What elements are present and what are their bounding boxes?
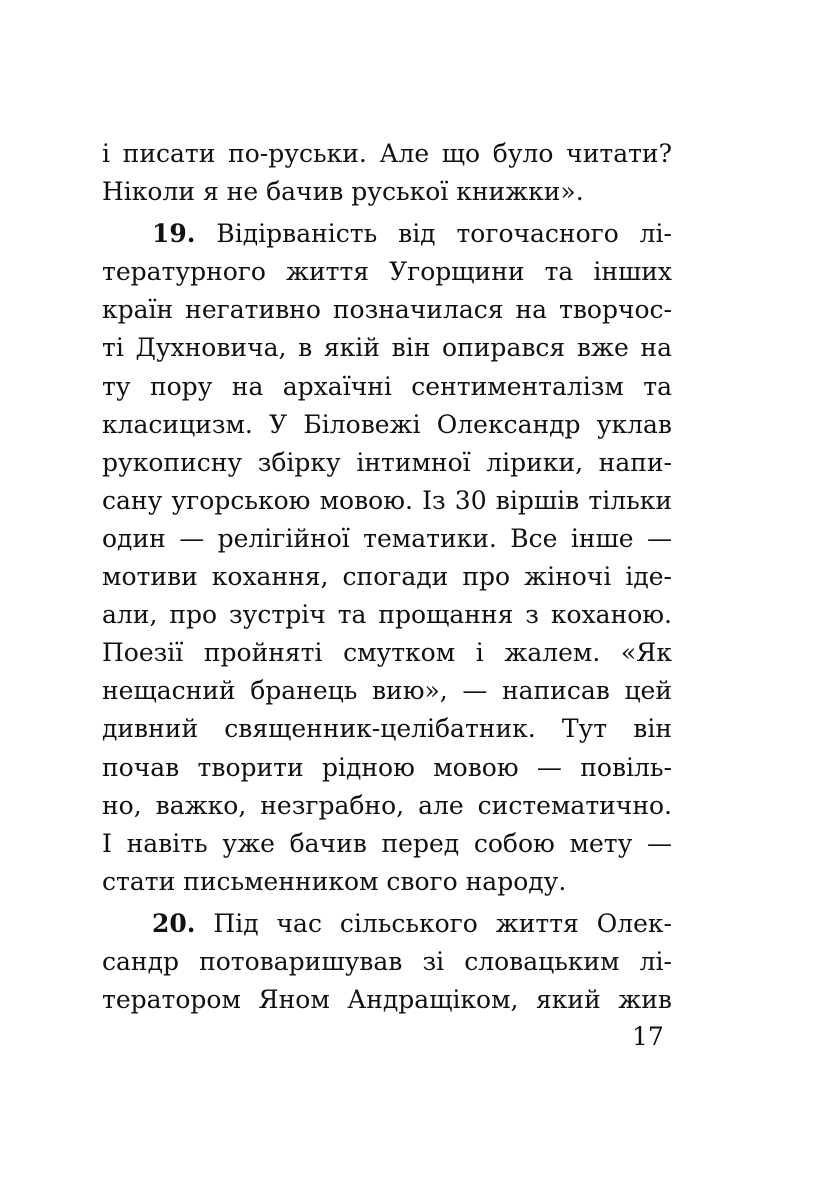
text-line: сану угорською мовою. Із 30 віршів тільки bbox=[102, 485, 672, 515]
text-line: Поезії пройняті смутком і жалем. «Як bbox=[102, 638, 672, 668]
text-line: но, важко, незграбно, але систематично. bbox=[102, 790, 672, 820]
text-line: мотиви кохання, спогади про жіночі іде- bbox=[102, 562, 672, 592]
paragraph-number: 19. bbox=[152, 219, 196, 249]
text-line: дивний священник-целібатник. Тут він bbox=[102, 714, 672, 744]
text-line: стати письменником свого народу. bbox=[102, 866, 567, 896]
text-line: країн негативно позначилася на творчос- bbox=[102, 295, 672, 325]
text-line: і писати по-руськи. Але що було читати? bbox=[102, 139, 672, 168]
text-line-content: Відірваність від тогочасного лі- bbox=[216, 219, 672, 249]
paragraph-number: 20. bbox=[152, 908, 196, 938]
text-line: один — релігійної тематики. Все інше — bbox=[102, 523, 672, 553]
text-line: Ніколи я не бачив руської книжки». bbox=[102, 177, 584, 207]
text-line: али, про зустріч та прощання з коханою. bbox=[102, 600, 672, 630]
paragraph-20-first-line bbox=[102, 905, 672, 943]
body-text bbox=[102, 135, 672, 1019]
text-line: почав творити рідною мовою — повіль- bbox=[102, 752, 672, 782]
text-line: тератором Яном Андращіком, який жив bbox=[102, 985, 672, 1015]
text-line: рукописну збірку інтимної лірики, напи- bbox=[102, 447, 672, 477]
text-line-content: Під час сільського життя Олек- bbox=[213, 908, 672, 938]
paragraph-19-first-line bbox=[102, 215, 672, 253]
text-line: тературного життя Угорщини та інших bbox=[102, 257, 672, 287]
text-line: ту пору на архаїчні сентименталізм та bbox=[102, 371, 672, 401]
page-number: 17 bbox=[632, 1022, 664, 1051]
text-line: сандр потоваришував зі словацьким лі- bbox=[102, 946, 672, 976]
text-line: нещасний бранець вию», — написав цей bbox=[102, 676, 672, 706]
text-line: класицизм. У Біловежі Олександр уклав bbox=[102, 409, 672, 439]
text-line: І навіть уже бачив перед собою мету — bbox=[102, 828, 672, 858]
text-line: ті Духновича, в якій він опирався вже на bbox=[102, 333, 672, 363]
